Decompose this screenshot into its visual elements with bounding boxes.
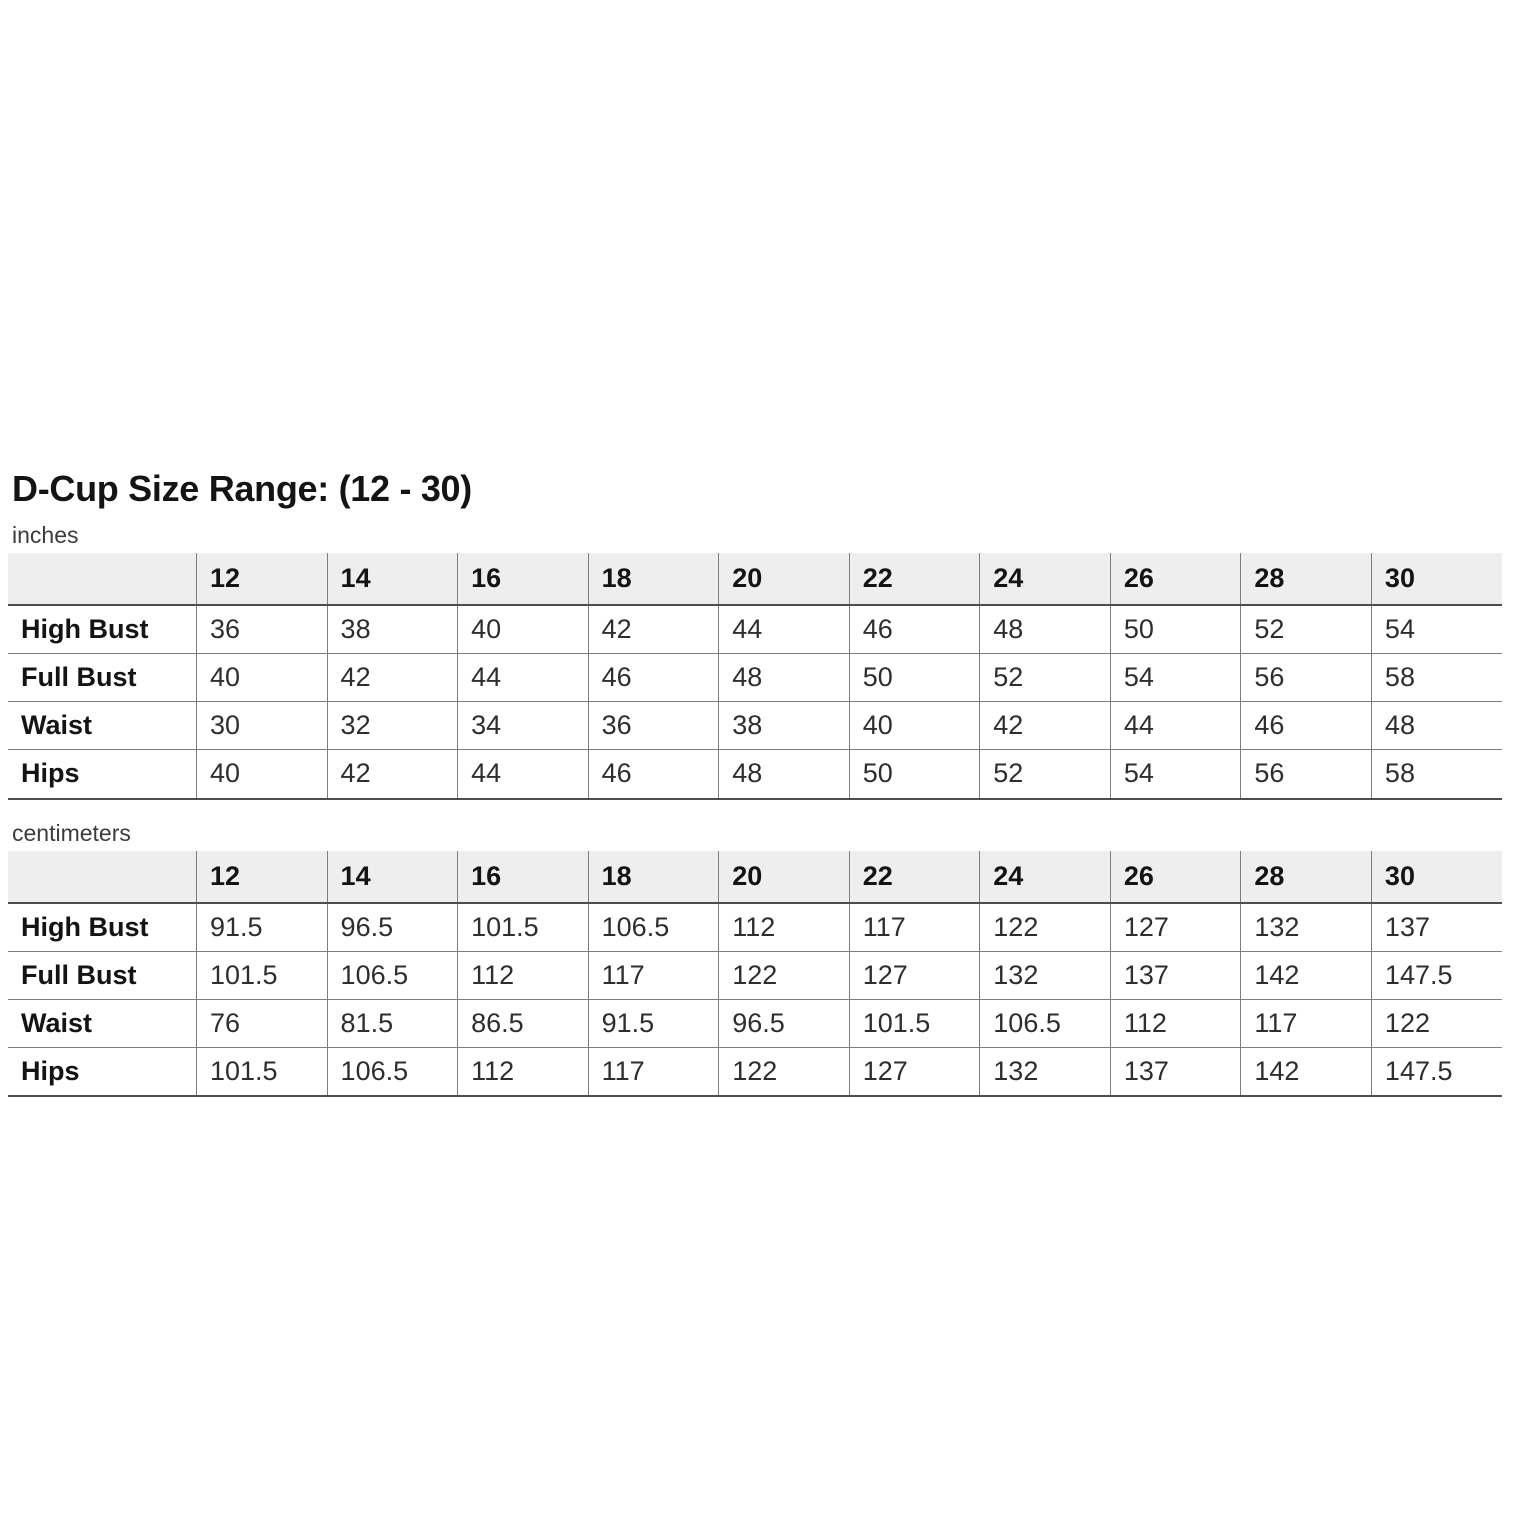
measurement-cell: 38	[327, 605, 458, 654]
size-table-inches	[8, 553, 1502, 799]
measurement-cell: 50	[849, 654, 980, 702]
size-column-header: 28	[1241, 851, 1372, 903]
measurement-cell: 46	[1241, 702, 1372, 750]
measurement-cell: 40	[849, 702, 980, 750]
size-column-header: 22	[849, 553, 980, 605]
measurement-cell: 48	[719, 654, 850, 702]
measurement-cell: 34	[458, 702, 589, 750]
row-label: Full Bust	[8, 951, 197, 999]
measurement-cell: 36	[197, 605, 328, 654]
size-column-header: 14	[327, 851, 458, 903]
measurement-cell: 117	[849, 903, 980, 952]
measurement-cell: 46	[588, 750, 719, 799]
size-column-header: 24	[980, 851, 1111, 903]
measurement-cell: 122	[719, 1048, 850, 1097]
measurement-cell: 91.5	[588, 999, 719, 1047]
measurement-cell: 58	[1371, 654, 1502, 702]
measurement-cell: 54	[1110, 750, 1241, 799]
size-column-header: 30	[1371, 553, 1502, 605]
measurement-cell: 38	[719, 702, 850, 750]
measurement-cell: 147.5	[1371, 951, 1502, 999]
measurement-cell: 112	[1110, 999, 1241, 1047]
measurement-cell: 56	[1241, 750, 1372, 799]
measurement-cell: 42	[327, 654, 458, 702]
row-label: Waist	[8, 999, 197, 1047]
table-row	[8, 702, 1502, 750]
table-row	[8, 750, 1502, 799]
measurement-cell: 86.5	[458, 999, 589, 1047]
measurement-cell: 81.5	[327, 999, 458, 1047]
measurement-cell: 117	[588, 951, 719, 999]
size-column-header: 20	[719, 553, 850, 605]
measurement-cell: 96.5	[719, 999, 850, 1047]
measurement-cell: 52	[980, 654, 1111, 702]
measurement-cell: 40	[197, 654, 328, 702]
table-row	[8, 654, 1502, 702]
measurement-cell: 48	[719, 750, 850, 799]
size-tables-container	[8, 523, 1502, 1097]
measurement-cell: 137	[1110, 951, 1241, 999]
measurement-cell: 132	[980, 951, 1111, 999]
measurement-cell: 42	[588, 605, 719, 654]
row-label: Hips	[8, 750, 197, 799]
size-column-header: 16	[458, 851, 589, 903]
measurement-cell: 44	[1110, 702, 1241, 750]
measurement-cell: 127	[849, 1048, 980, 1097]
measurement-cell: 142	[1241, 1048, 1372, 1097]
measurement-cell: 30	[197, 702, 328, 750]
measurement-cell: 122	[719, 951, 850, 999]
row-label: Waist	[8, 702, 197, 750]
unit-label-inches: inches	[12, 522, 79, 548]
measurement-cell: 112	[458, 951, 589, 999]
size-column-header: 16	[458, 553, 589, 605]
size-column-header: 28	[1241, 553, 1372, 605]
table-row	[8, 999, 1502, 1047]
size-column-header: 18	[588, 851, 719, 903]
measurement-cell: 48	[980, 605, 1111, 654]
size-column-header: 14	[327, 553, 458, 605]
measurement-cell: 32	[327, 702, 458, 750]
table-row	[8, 903, 1502, 952]
measurement-cell: 42	[327, 750, 458, 799]
measurement-cell: 132	[1241, 903, 1372, 952]
measurement-cell: 132	[980, 1048, 1111, 1097]
size-header-row	[8, 553, 1502, 605]
measurement-cell: 122	[980, 903, 1111, 952]
measurement-cell: 76	[197, 999, 328, 1047]
measurement-cell: 56	[1241, 654, 1372, 702]
measurement-cell: 106.5	[980, 999, 1111, 1047]
size-column-header: 22	[849, 851, 980, 903]
measurement-cell: 58	[1371, 750, 1502, 799]
measurement-cell: 40	[197, 750, 328, 799]
size-column-header: 24	[980, 553, 1111, 605]
corner-cell	[8, 851, 197, 903]
size-column-header: 20	[719, 851, 850, 903]
measurement-cell: 52	[980, 750, 1111, 799]
size-column-header: 26	[1110, 851, 1241, 903]
measurement-cell: 46	[588, 654, 719, 702]
size-table-centimeters	[8, 851, 1502, 1097]
measurement-cell: 106.5	[327, 951, 458, 999]
table-row	[8, 605, 1502, 654]
row-label: Hips	[8, 1048, 197, 1097]
measurement-cell: 147.5	[1371, 1048, 1502, 1097]
measurement-cell: 101.5	[197, 951, 328, 999]
measurement-cell: 50	[849, 750, 980, 799]
measurement-cell: 96.5	[327, 903, 458, 952]
measurement-cell: 101.5	[849, 999, 980, 1047]
measurement-cell: 50	[1110, 605, 1241, 654]
measurement-cell: 54	[1110, 654, 1241, 702]
measurement-cell: 117	[1241, 999, 1372, 1047]
measurement-cell: 44	[458, 750, 589, 799]
measurement-cell: 44	[719, 605, 850, 654]
measurement-cell: 40	[458, 605, 589, 654]
row-label: High Bust	[8, 903, 197, 952]
size-column-header: 26	[1110, 553, 1241, 605]
measurement-cell: 106.5	[588, 903, 719, 952]
row-label: High Bust	[8, 605, 197, 654]
measurement-cell: 54	[1371, 605, 1502, 654]
size-column-header: 18	[588, 553, 719, 605]
unit-label-centimeters: centimeters	[12, 819, 131, 846]
size-header-row	[8, 851, 1502, 903]
measurement-cell: 127	[1110, 903, 1241, 952]
measurement-cell: 106.5	[327, 1048, 458, 1097]
measurement-cell: 122	[1371, 999, 1502, 1047]
measurement-cell: 36	[588, 702, 719, 750]
measurement-cell: 52	[1241, 605, 1372, 654]
measurement-cell: 101.5	[458, 903, 589, 952]
measurement-cell: 137	[1371, 903, 1502, 952]
measurement-cell: 142	[1241, 951, 1372, 999]
size-column-header: 12	[197, 851, 328, 903]
table-row	[8, 1048, 1502, 1097]
table-row	[8, 951, 1502, 999]
corner-cell	[8, 553, 197, 605]
page-title: D-Cup Size Range: (12 - 30)	[12, 468, 472, 509]
row-label: Full Bust	[8, 654, 197, 702]
measurement-cell: 112	[719, 903, 850, 952]
measurement-cell: 127	[849, 951, 980, 999]
measurement-cell: 101.5	[197, 1048, 328, 1097]
measurement-cell: 42	[980, 702, 1111, 750]
measurement-cell: 137	[1110, 1048, 1241, 1097]
measurement-cell: 91.5	[197, 903, 328, 952]
measurement-cell: 117	[588, 1048, 719, 1097]
measurement-cell: 112	[458, 1048, 589, 1097]
size-column-header: 12	[197, 553, 328, 605]
size-column-header: 30	[1371, 851, 1502, 903]
measurement-cell: 48	[1371, 702, 1502, 750]
measurement-cell: 46	[849, 605, 980, 654]
measurement-cell: 44	[458, 654, 589, 702]
